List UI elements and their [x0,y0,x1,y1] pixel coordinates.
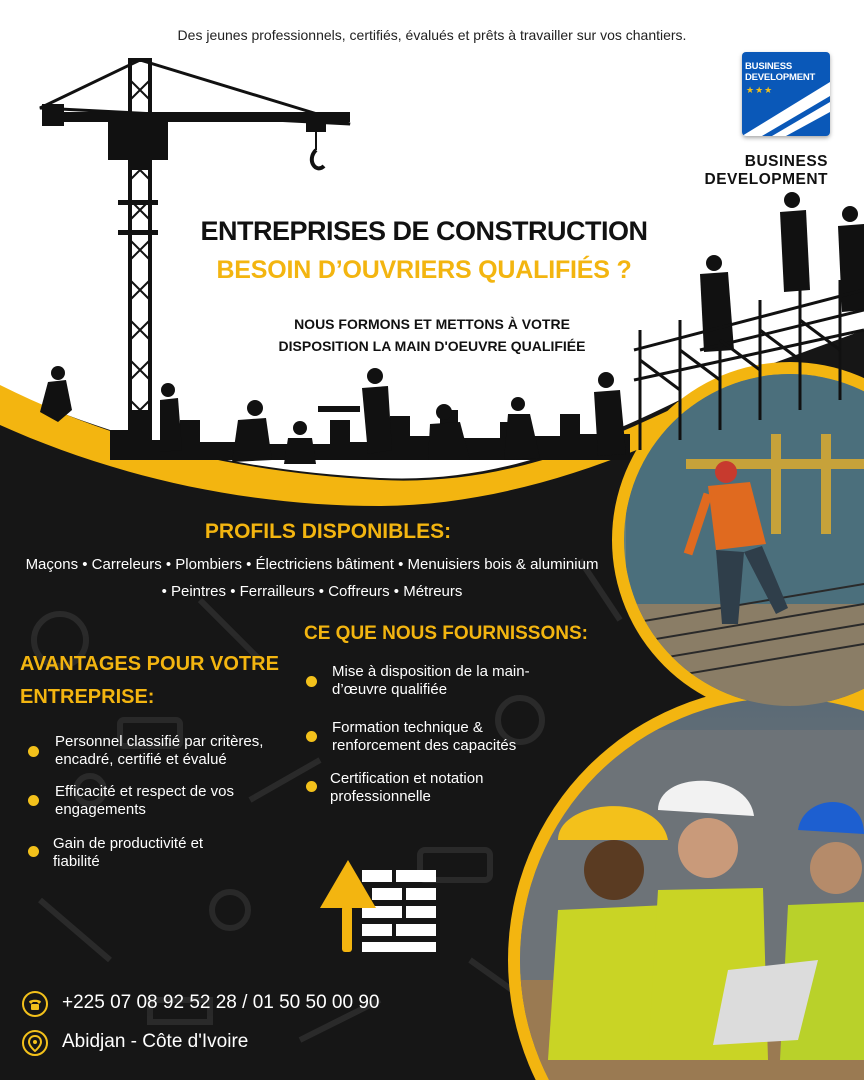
tower-crane-icon [40,60,350,450]
headline-line2: BESOIN D’OUVRIERS QUALIFIÉS ? [216,256,632,284]
tagline: Des jeunes professionnels, certifiés, évalués et prêts à travailler sur vos chantiers. [177,27,687,43]
advantages-title-line1: AVANTAGES POUR VOTRE [20,653,279,675]
advantage-item: Efficacité et respect de vos engagements [55,783,234,818]
logo-box-line2: DEVELOPMENT [745,72,816,83]
bullet-icon [28,795,39,806]
logo-stars: ★★★ [746,85,774,95]
advantage-item: Personnel classifié par critères, encadré, certifié et évalué [55,733,264,768]
advantages-title-line2: ENTREPRISE: [20,686,155,708]
bullet-icon [306,676,317,687]
advantage-item: Gain de productivité et fiabilité [53,835,204,870]
provide-item: Formation technique & renforcement des capacités [332,719,517,754]
trowel-brick-wall-icon [318,856,440,956]
provide-title: CE QUE NOUS FOURNISSONS: [304,623,588,644]
provide-item: Certification et notation professionnelle [330,770,484,805]
bullet-icon [28,846,39,857]
logo-box-line1: BUSINESS [745,61,792,72]
brand-name-line2: DEVELOPMENT [704,171,828,188]
location-pin-icon [22,1030,48,1056]
subheadline-line1: NOUS FORMONS ET METTONS À VOTRE [294,316,570,332]
contact-city: Abidjan - Côte d'Ivoire [62,1031,249,1052]
profiles-list-line1: Maçons • Carreleurs • Plombiers • Électriciens bâtiment • Menuisiers bois & aluminium [25,556,599,573]
brand-name [705,153,828,189]
profiles-title: PROFILS DISPONIBLES: [204,520,452,543]
provide-item: Mise à disposition de la main- d’œuvre qualifiée [332,663,530,698]
contact-phone[interactable]: +225 07 08 92 52 28 / 01 50 50 00 90 [62,992,380,1013]
profiles-list-line2: • Peintres • Ferrailleurs • Coffreurs • Métreurs [161,583,463,600]
phone-icon [22,991,48,1017]
engineers-photo [518,730,864,1080]
headline-line1: ENTREPRISES DE CONSTRUCTION [200,216,648,246]
bullet-icon [306,731,317,742]
business-development-logo [742,52,830,136]
subheadline-line2: DISPOSITION LA MAIN D'OEUVRE QUALIFIÉE [278,338,586,354]
bullet-icon [28,746,39,757]
brand-name-line1: BUSINESS [744,153,828,170]
bullet-icon [306,781,317,792]
